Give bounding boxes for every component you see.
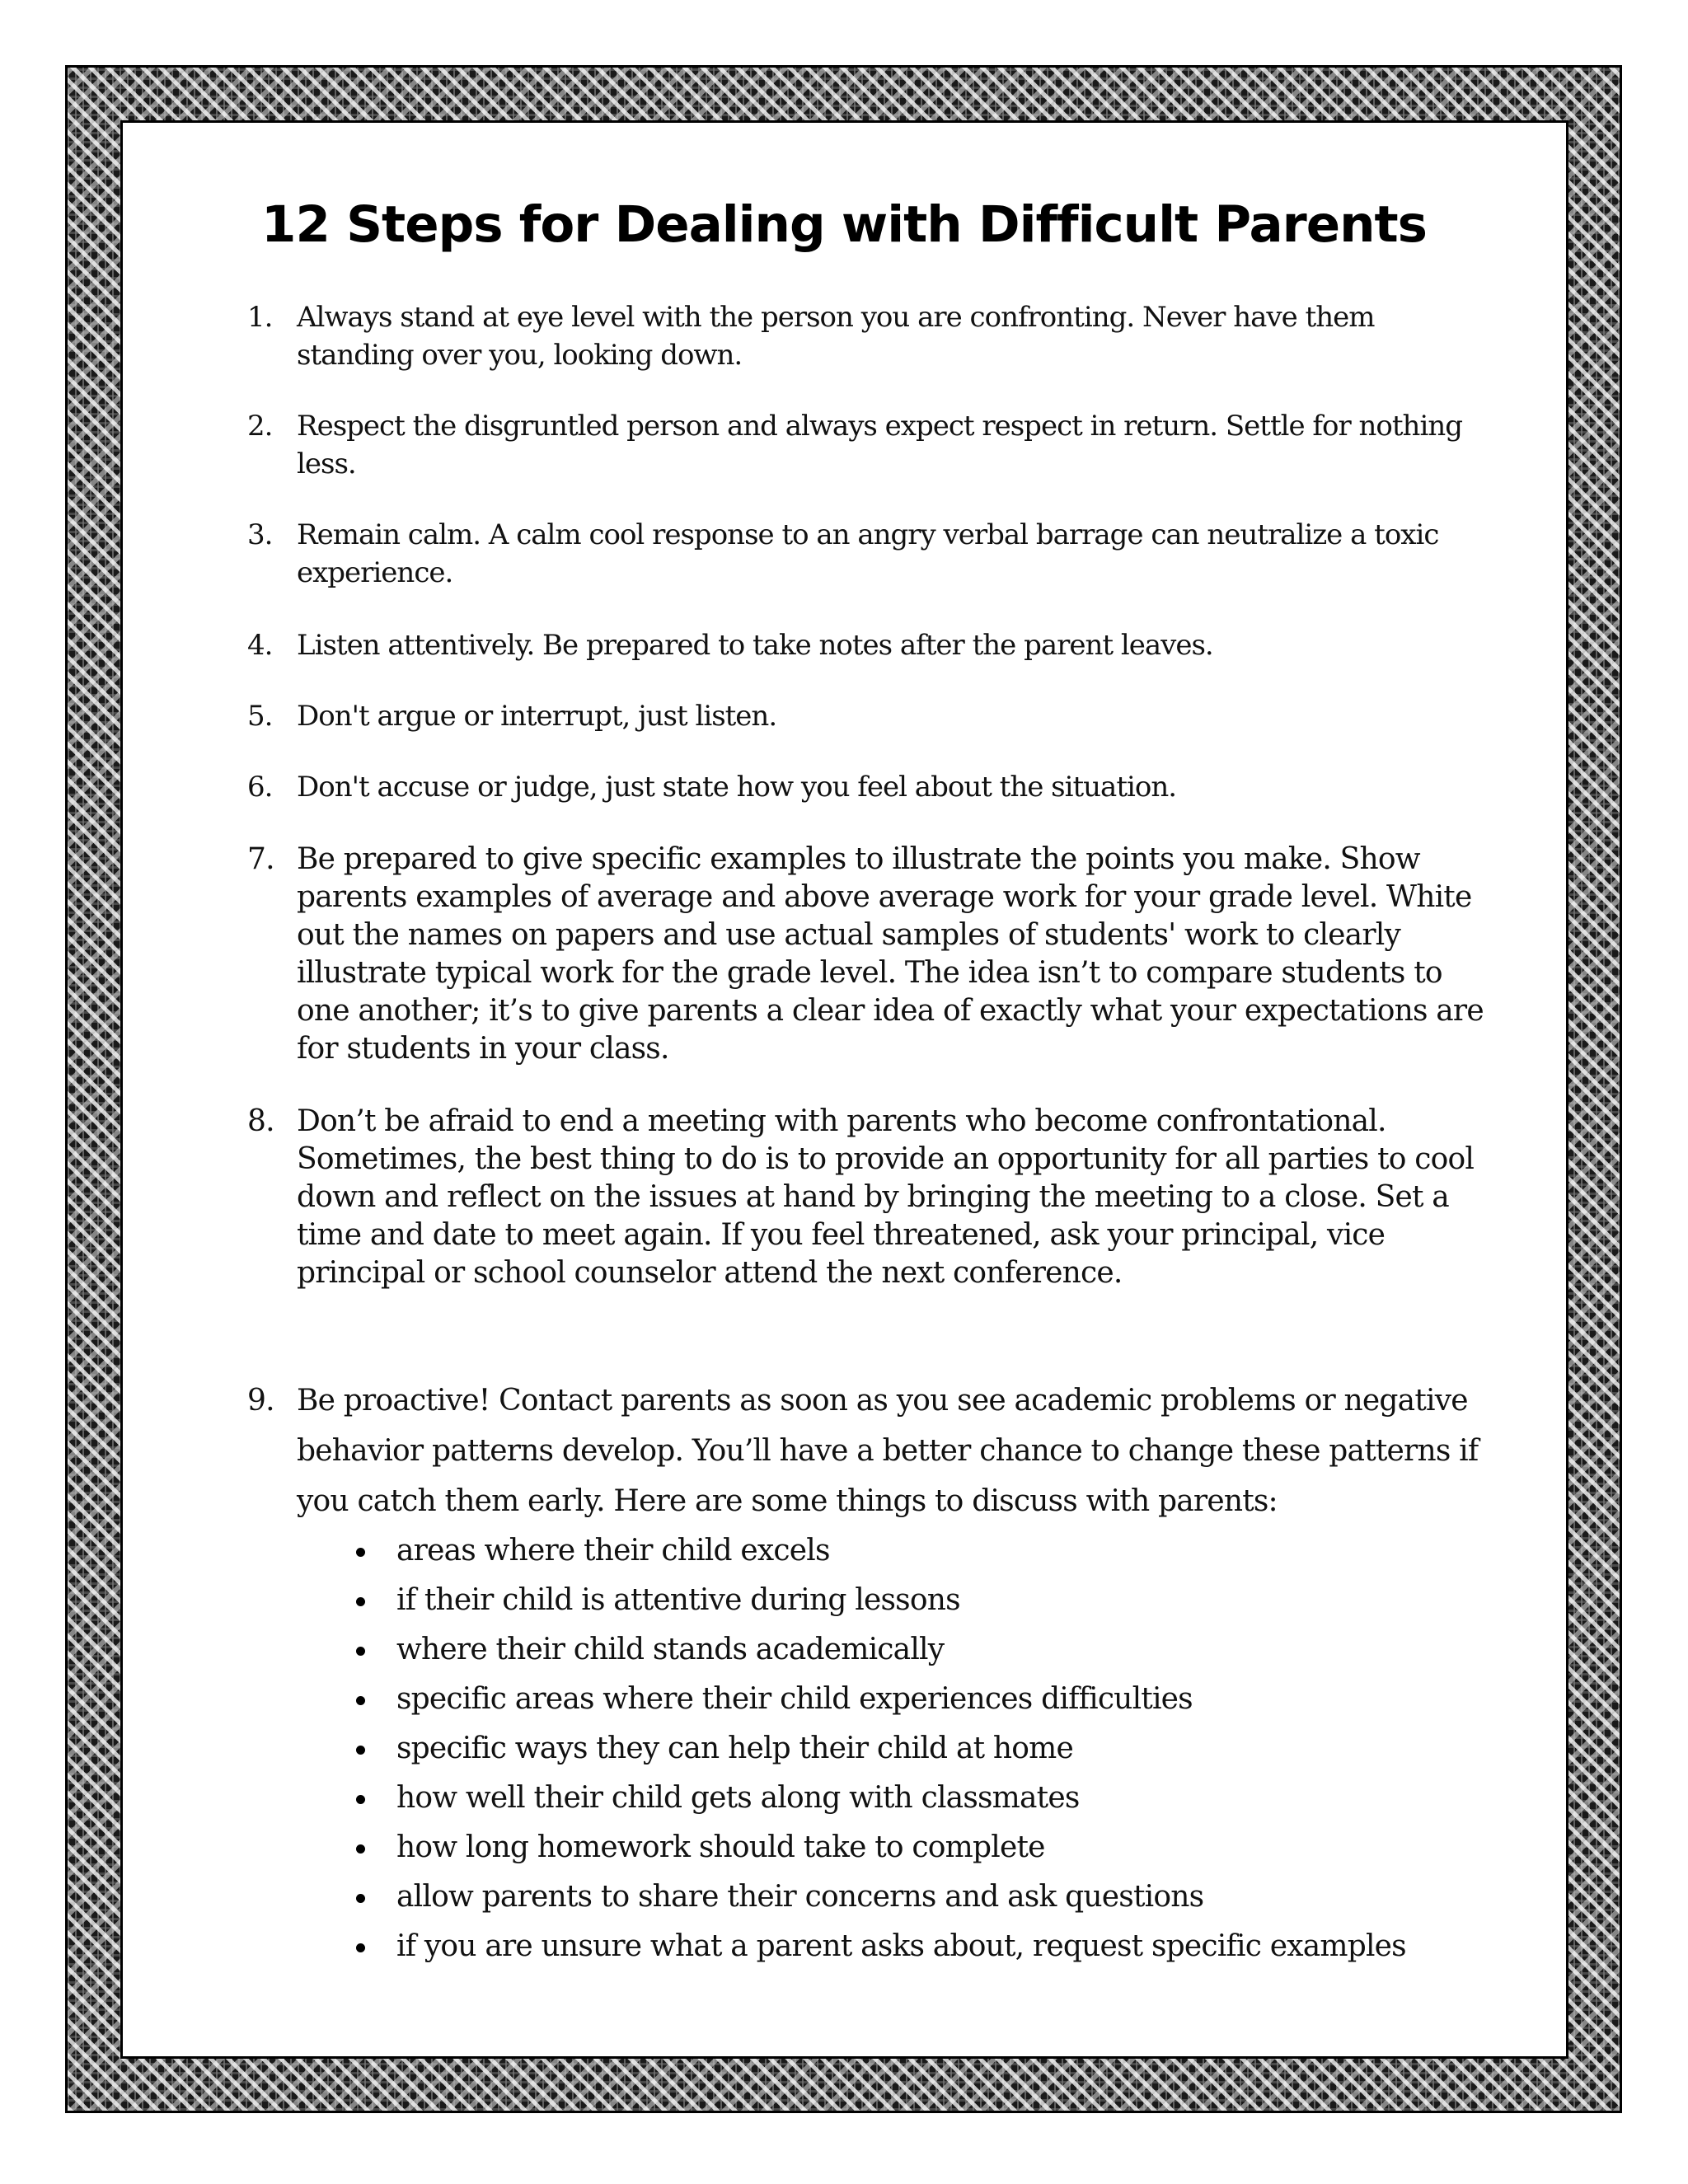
step-item xyxy=(247,516,1484,592)
step-item xyxy=(247,407,1484,483)
step-text: Don’t be afraid to end a meeting with parents who become confrontational. Sometimes, the best thing to do is to provide an opportunity for all parties to cool down and reflect on the issues at hand by bringing the meeting to a close. Set a time and date to meet again. If you feel threatened, ask your principal, vice principal or school counselor attend the next conference. xyxy=(297,1104,1475,1290)
step-text: Remain calm. A calm cool response to an angry verbal barrage can neutralize a toxic experience. xyxy=(297,518,1439,589)
list-item: allow parents to share their concerns and ask questions xyxy=(297,1872,1484,1922)
step-number: 4. xyxy=(247,629,273,662)
discussion-topics-list xyxy=(297,1526,1484,1971)
list-item: where their child stands academically xyxy=(297,1625,1484,1675)
step-number: 8. xyxy=(247,1104,274,1138)
step-item xyxy=(247,298,1484,374)
step-number: 6. xyxy=(247,771,273,804)
step-number: 9. xyxy=(247,1384,274,1418)
step-number: 7. xyxy=(247,842,274,876)
step-item xyxy=(247,1103,1484,1292)
step-text: Don't argue or interrupt, just listen. xyxy=(297,700,777,733)
step-text: Don't accuse or judge, just state how you feel about the situation. xyxy=(297,771,1177,804)
list-item: specific ways they can help their child at home xyxy=(297,1724,1484,1774)
document-title: 12 Steps for Dealing with Difficult Parents xyxy=(261,195,1427,254)
step-text: Listen attentively. Be prepared to take notes after the parent leaves. xyxy=(297,629,1213,662)
list-item: areas where their child excels xyxy=(297,1526,1484,1576)
step-number: 1. xyxy=(247,301,273,334)
step-text: Be proactive! Contact parents as soon as you see academic problems or negative behavior patterns develop. You’ll have a better chance to change these patterns if you catch them early. Here are some things to discuss with parents: xyxy=(297,1384,1479,1518)
step-item xyxy=(247,697,1484,735)
list-item: how long homework should take to complete xyxy=(297,1823,1484,1872)
list-item: if their child is attentive during lessons xyxy=(297,1576,1484,1625)
step-item xyxy=(247,1376,1484,1971)
step-text: Respect the disgruntled person and always expect respect in return. Settle for nothing less. xyxy=(297,410,1462,480)
list-item: how well their child gets along with classmates xyxy=(297,1774,1484,1823)
list-item: specific areas where their child experiences difficulties xyxy=(297,1675,1484,1724)
step-number: 2. xyxy=(247,410,273,443)
step-number: 3. xyxy=(247,518,273,551)
step-item xyxy=(247,626,1484,664)
step-item xyxy=(247,841,1484,1068)
step-text: Always stand at eye level with the person you are confronting. Never have them standing over you, looking down. xyxy=(297,301,1375,372)
step-number: 5. xyxy=(247,700,273,733)
list-item: if you are unsure what a parent asks about, request specific examples xyxy=(297,1922,1484,1971)
step-item xyxy=(247,768,1484,806)
step-text: Be prepared to give specific examples to illustrate the points you make. Show parents examples of average and above average work for your grade level. White out the names on papers and use actual samples of students' work to clearly illustrate typical work for the grade level. The idea isn’t to compare students to one another; it’s to give parents a clear idea of exactly what your expectations are for students in your class. xyxy=(297,842,1484,1066)
